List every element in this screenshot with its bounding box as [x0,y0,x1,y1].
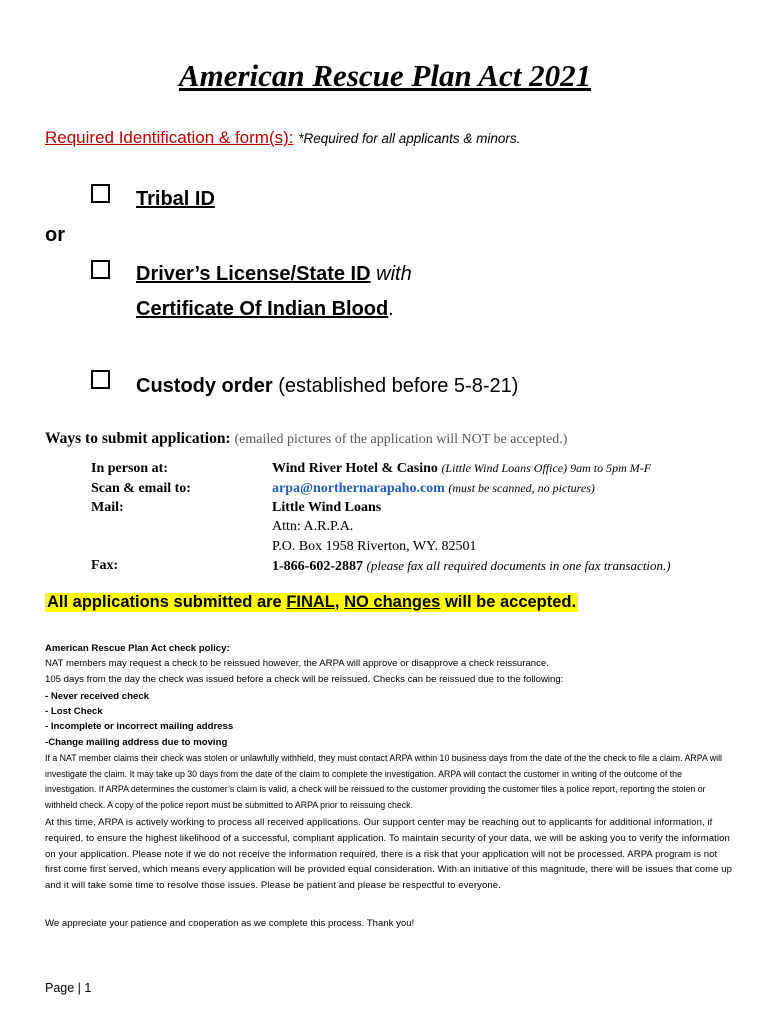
mail-attn: Attn: A.R.P.A. [272,519,354,534]
policy-reason-4: -Change mailing address due to moving [45,737,228,748]
fax-value-line [272,558,671,575]
tribal-id-label [136,188,215,211]
final-notice-comma: , [334,593,340,611]
tribal-id-checkbox[interactable] [91,184,110,203]
policy-line-2: 105 days from the day the check was issued before a check will be reissued. Checks can be reissued due to the following: [45,674,564,685]
ways-heading: Ways to submit application: [45,430,231,447]
certificate-period: . [388,298,394,320]
policy-reason-3: - Incomplete or incorrect mailing address [45,721,234,732]
scan-email-label: Scan & email to: [91,481,191,496]
drivers-license-text: Driver’s License/State ID [136,263,371,285]
required-id-note: *Required for all applicants & minors. [298,131,521,146]
required-id-line [45,128,520,148]
ways-heading-line [45,430,567,448]
certificate-text: Certificate Of Indian Blood [136,298,389,320]
with-text: with [376,263,412,285]
custody-order-checkbox[interactable] [91,370,110,389]
mail-name: Little Wind Loans [272,500,382,515]
fax-number: 1-866-602-2887 [272,559,363,574]
tribal-id-text: Tribal ID [136,188,215,210]
mail-po-box: P.O. Box 1958 Riverton, WY. 82501 [272,539,477,554]
scan-email-value-line [272,481,595,497]
final-notice-banner [45,593,578,612]
custody-order-label [136,375,518,398]
drivers-license-label [136,263,412,286]
ways-note: (emailed pictures of the application will NOT be accepted.) [234,432,568,447]
drivers-license-checkbox[interactable] [91,260,110,279]
policy-line-1: NAT members may request a check to be reissued however, the ARPA will approve or disapprove a check reissurance. [45,658,549,669]
policy-reason-2: - Lost Check [45,706,103,717]
final-notice-no-changes: NO changes [344,593,441,611]
final-notice-post: will be accepted. [444,593,577,611]
thanks-line: We appreciate your patience and cooperation as we complete this process. Thank you! [45,918,415,929]
or-label: or [45,224,65,246]
certificate-label [136,298,394,321]
fax-label: Fax: [91,558,119,573]
in-person-note: (Little Wind Loans Office) 9am to 5pm M-F [441,461,652,475]
in-person-value: Wind River Hotel & Casino [272,461,438,476]
processing-paragraph: At this time, ARPA is actively working to process all received applications. Our support center may be reaching out to applicants for additional information, if required, to ensure the highest likelihood of a successful, compliant application. To maintain security of your data, we will be asking you to verify the information on your application. Please note if we do not receive the information required, there is a risk that your application will not be processed. ARPA program is not first come first served, which means every application will be provided equal consideration. With an initiative of this magnitude, there will be issues that come up and it will take some time to resolve those issues. Please be patient and please be respectful to everyone. [45,817,733,892]
required-id-label: Required Identification & form(s): [45,128,294,147]
in-person-label: In person at: [91,461,169,476]
custody-order-text: Custody order [136,375,273,397]
page-footer: Page | 1 [45,981,92,995]
mail-label: Mail: [91,500,124,515]
in-person-value-line [272,461,651,477]
custody-order-note: (established before 5-8-21) [278,375,519,397]
final-notice-final: FINAL [286,593,335,611]
page-title: American Rescue Plan Act 2021 [178,58,592,93]
email-link[interactable]: arpa@northernarapaho.com [272,481,445,496]
final-notice-pre: All applications submitted are [47,593,282,611]
fax-note: (please fax all required documents in one fax transaction.) [366,558,671,573]
stolen-check-paragraph: If a NAT member claims their check was stolen or unlawfully withheld, they must contact ARPA within 10 business days from the date of the the check to file a claim. ARPA will investigate the claim. It may take up 30 days from the date of the claim to complete the investigation. ARPA will contact the customer in writing of the outcome of the investigation. If ARPA determines the customer’s claim is valid, a check will be reissued to the customer providing the customer files a police report, reporting the stolen or withheld check. A copy of the police report must be submitted to ARPA prior to reissuing check. [45,753,723,810]
policy-reason-1: - Never received check [45,691,149,702]
scan-email-note: (must be scanned, no pictures) [448,481,595,495]
policy-heading: American Rescue Plan Act check policy: [45,643,230,654]
